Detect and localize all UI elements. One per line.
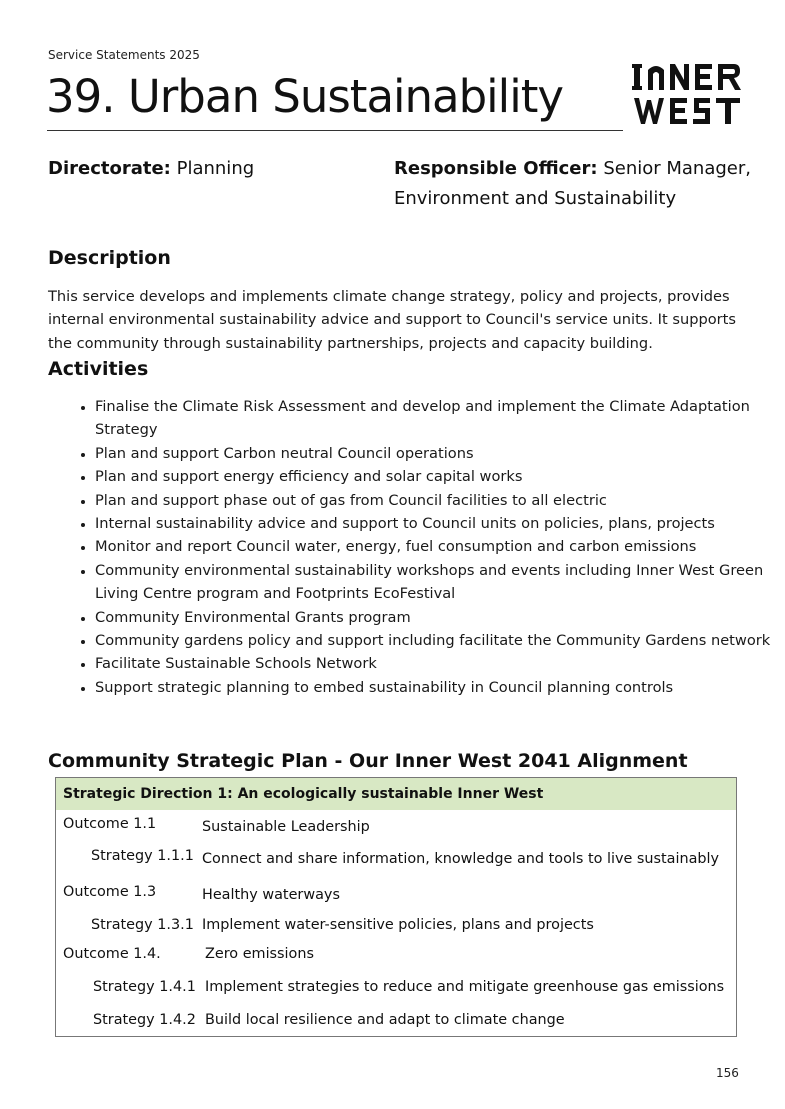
list-item: • Community environmental sustainability workshops and events including Inner West Green Living Centre program and Footprints EcoFestival: [95, 559, 785, 606]
list-item: • Plan and support energy efficiency and solar capital works: [95, 465, 785, 488]
row-text: Healthy waterways: [202, 887, 340, 903]
directorate-field: [48, 154, 254, 184]
row-text: Zero emissions: [205, 946, 314, 962]
list-item: • Facilitate Sustainable Schools Network: [95, 652, 785, 675]
row-label: Outcome 1.1: [63, 816, 157, 832]
inner-west-logo: [632, 62, 742, 126]
directorate-value: Planning: [176, 158, 255, 179]
row-label: Strategy 1.3.1: [91, 917, 194, 933]
officer-value-line1: Senior Manager,: [603, 158, 751, 179]
directorate-label: Directorate:: [48, 158, 171, 179]
csp-alignment-table: [55, 777, 737, 1037]
csp-heading: Community Strategic Plan - Our Inner West 2041 Alignment: [48, 750, 688, 772]
activities-heading: Activities: [48, 358, 149, 380]
title-underline: [47, 130, 623, 131]
row-text: Connect and share information, knowledge and tools to live sustainably: [202, 851, 720, 867]
row-text: Build local resilience and adapt to climate change: [205, 1012, 565, 1028]
row-label: Outcome 1.4.: [63, 946, 161, 962]
list-item: • Plan and support Carbon neutral Council operations: [95, 442, 785, 465]
service-statement-label: Service Statements 2025: [48, 48, 200, 62]
list-item: • Support strategic planning to embed sustainability in Council planning controls: [95, 676, 785, 699]
row-text: Sustainable Leadership: [202, 819, 370, 835]
description-text: This service develops and implements climate change strategy, policy and projects, provides internal environmental sustainability advice and support to Council's service units. It supports the community through sustainability partnerships, projects and capacity building.: [48, 288, 736, 352]
row-label: Strategy 1.1.1: [91, 848, 194, 864]
description-heading: Description: [48, 247, 171, 269]
row-label: Outcome 1.3: [63, 884, 157, 900]
list-item: • Monitor and report Council water, energy, fuel consumption and carbon emissions: [95, 535, 785, 558]
row-label: Strategy 1.4.1: [93, 979, 196, 995]
activities-list: [48, 395, 785, 699]
list-item: • Community Environmental Grants program: [95, 606, 785, 629]
responsible-officer-field: [394, 154, 754, 214]
list-item: • Internal sustainability advice and support to Council units on policies, plans, projects: [95, 512, 785, 535]
row-label: Strategy 1.4.2: [93, 1012, 196, 1028]
row-text: Implement water-sensitive policies, plans and projects: [202, 917, 594, 933]
list-item: • Plan and support phase out of gas from Council facilities to all electric: [95, 489, 785, 512]
row-text: Implement strategies to reduce and mitigate greenhouse gas emissions: [205, 979, 725, 995]
officer-value-line2: Environment and Sustainability: [394, 188, 677, 209]
page-title: 39. Urban Sustainability: [46, 70, 563, 123]
list-item: • Community gardens policy and support including facilitate the Community Gardens network: [95, 629, 785, 652]
officer-label: Responsible Officer:: [394, 158, 598, 179]
strategic-direction-header: Strategic Direction 1: An ecologically sustainable Inner West: [56, 778, 736, 810]
list-item: • Finalise the Climate Risk Assessment and develop and implement the Climate Adaptation Strategy: [95, 395, 785, 442]
page-number: 156: [716, 1066, 739, 1080]
